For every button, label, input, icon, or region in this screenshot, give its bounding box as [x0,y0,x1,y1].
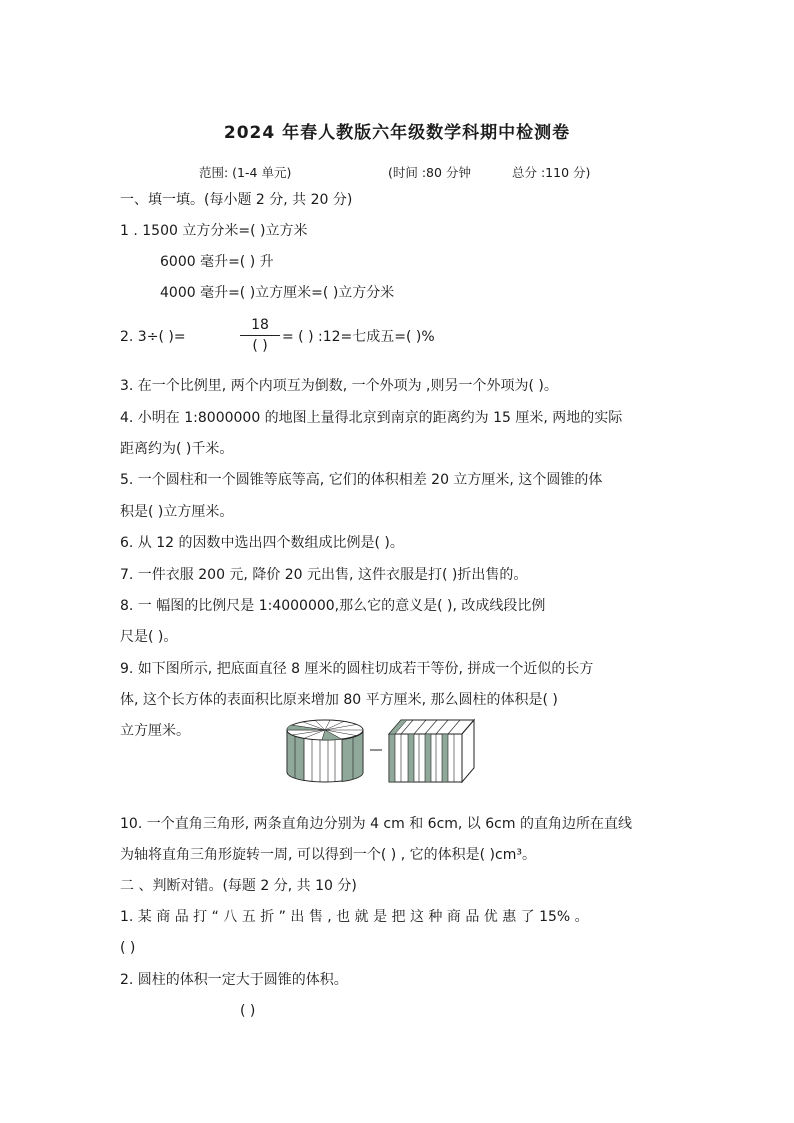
question-9b: 体, 这个长方体的表面积比原来增加 80 平方厘米, 那么圆柱的体积是( ) [120,692,558,708]
question-10a: 10. 一个直角三角形, 两条直角边分别为 4 cm 和 6cm, 以 6cm 的直角边所在直线 [120,816,632,832]
question-2-right: = ( ) :12=七成五=( )% [282,329,435,345]
question-1b: 6000 毫升=( ) 升 [160,254,274,270]
judge-2a: 2. 圆柱的体积一定大于圆锥的体积。 [120,972,348,988]
question-1c: 4000 毫升=( )立方厘米=( )立方分米 [160,285,395,301]
judge-1a: 1. 某 商 品 打 “ 八 五 折 ” 出 售 , 也 就 是 把 这 种 商 品 优 惠 了 15% 。 [120,909,589,925]
cuboid-figure [389,720,474,782]
question-9a: 9. 如下图所示, 把底面直径 8 厘米的圆柱切成若干等份, 拼成一个近似的长方 [120,661,594,677]
fraction-denominator: ( ) [252,338,268,354]
question-10b: 为轴将直角三角形旋转一周, 可以得到一个( ) , 它的体积是( )cm³。 [120,847,536,863]
question-3: 3. 在一个比例里, 两个内项互为倒数, 一个外项为 ,则另一个外项为( )。 [120,378,558,394]
question-8a: 8. 一 幅图的比例尺是 1:4000000,那么它的意义是( ), 改成线段比例 [120,598,546,614]
question-5a: 5. 一个圆柱和一个圆锥等底等高, 它们的体积相差 20 立方厘米, 这个圆锥的体 [120,472,603,488]
section-two-heading: 二 、判断对错。(每题 2 分, 共 10 分) [120,878,357,894]
question-2-fraction [240,317,280,354]
question-5b: 积是( )立方厘米。 [120,504,234,520]
judge-2b: ( ) [240,1003,256,1019]
question-2-left: 2. 3÷( )= [120,329,186,345]
question-4a: 4. 小明在 1:8000000 的地图上量得北京到南京的距离约为 15 厘米, 两地的实际 [120,410,623,426]
judge-1b: ( ) [120,940,136,956]
question-4b: 距离约为( )千米。 [120,441,234,457]
exam-total: 总分 :110 分) [512,165,591,180]
exam-range: 范围: (1-4 单元) [199,165,292,180]
question-6: 6. 从 12 的因数中选出四个数组成比例是( )。 [120,535,404,551]
question-9c: 立方厘米。 [120,723,190,739]
section-one-heading: 一、填一填。(每小题 2 分, 共 20 分) [120,192,353,208]
fraction-bar [240,335,280,336]
fraction-numerator: 18 [251,317,269,333]
question-8b: 尺是( )。 [120,629,178,645]
exam-time: (时间 :80 分钟 [388,165,471,180]
cylinder-figure [287,720,363,782]
question-7: 7. 一件衣服 200 元, 降价 20 元出售, 这件衣服是打( )折出售的。 [120,567,528,583]
page-title: 2024 年春人教版六年级数学科期中检测卷 [223,123,571,143]
question-1a: 1 . 1500 立方分米=( )立方米 [120,223,308,239]
cylinder-to-cuboid-diagram [282,712,512,784]
